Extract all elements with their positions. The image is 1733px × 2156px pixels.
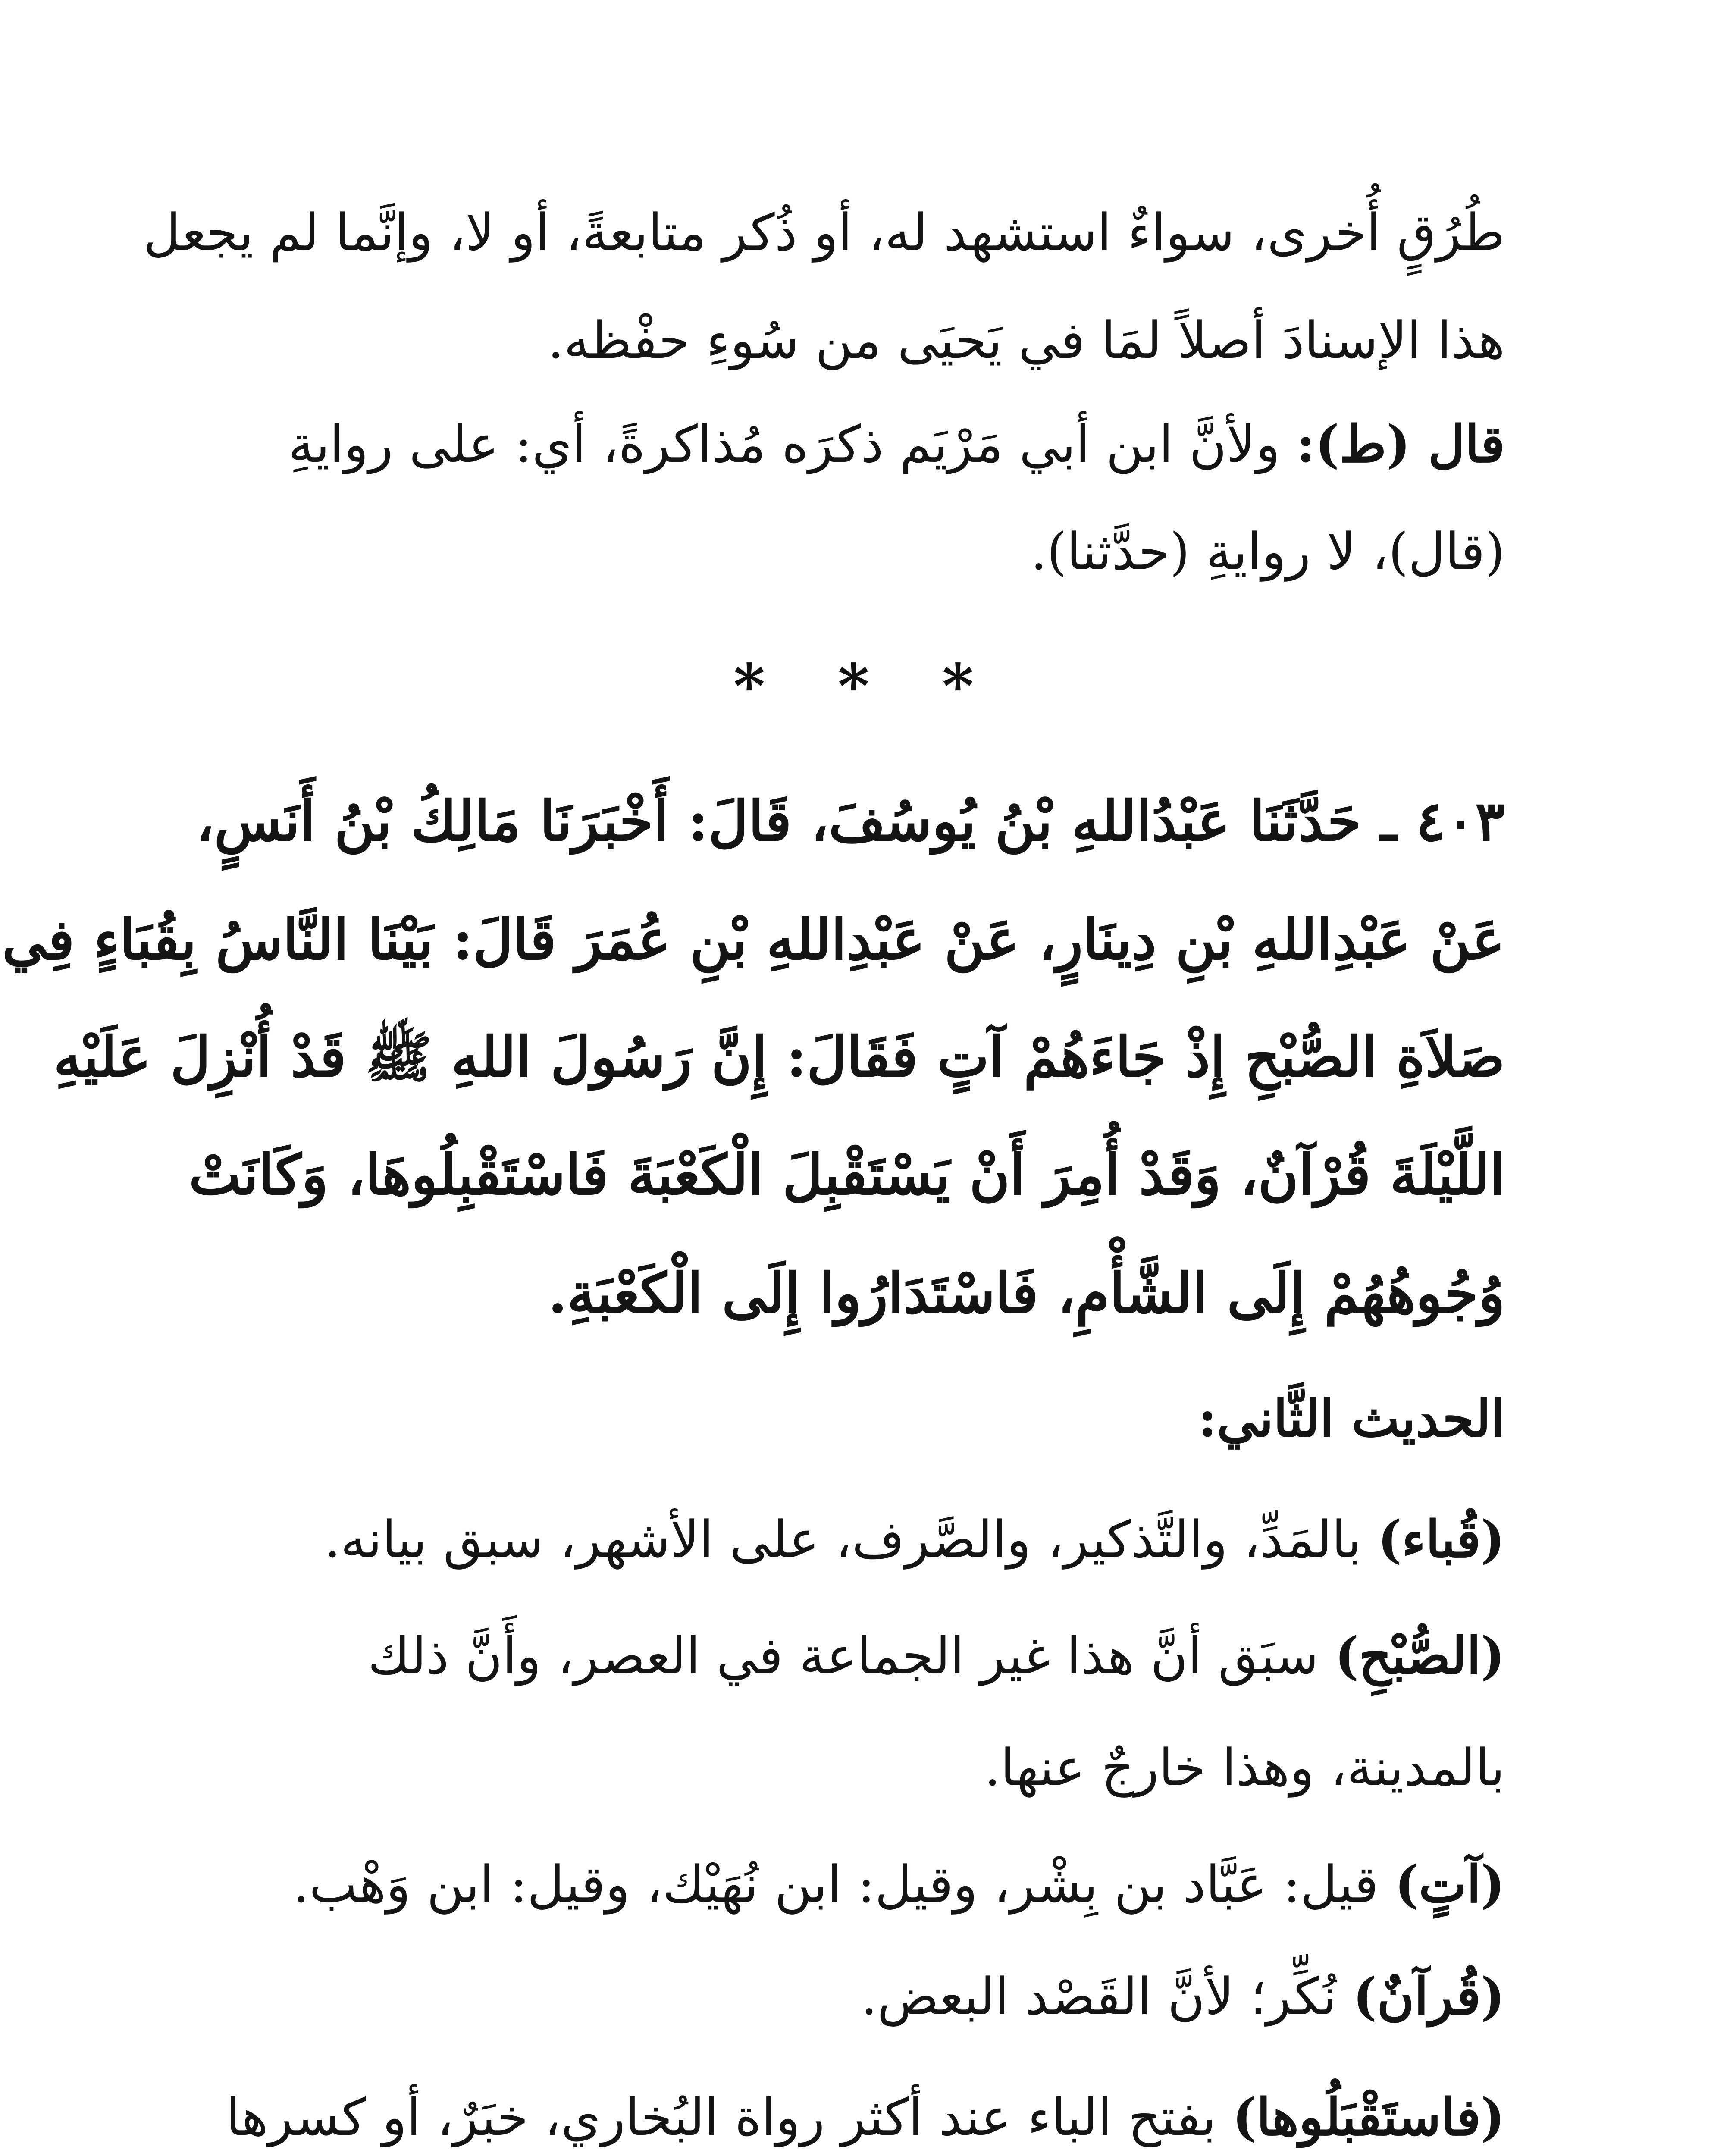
heading-text: الحديث الثَّاني: xyxy=(1198,1388,1505,1448)
term: (قُرآنٌ) xyxy=(1353,1966,1505,2026)
speaker-label: قال (ط): xyxy=(1296,414,1505,474)
text-span: قيل: عَبَّاد بن بِشْر، وقيل: ابن نُهَيْك، وقيل: ابن وَهْب. xyxy=(293,1855,1379,1914)
hadith-line-content: وُجُوهُهُمْ إِلَى الشَّأْمِ، فَاسْتَدَارُوا إِلَى الْكَعْبَةِ. xyxy=(548,1261,1505,1326)
text-line-content: هذا الإسنادَ أصلاً لمَا في يَحيَى من سُوءِ حفْظه. xyxy=(548,310,1505,370)
commentary-heading xyxy=(216,1388,1505,1448)
commentary-line xyxy=(216,1854,1505,1914)
hadith-line xyxy=(2,908,1505,972)
hadith-line-content: صَلاَةِ الصُّبْحِ إِذْ جَاءَهُمْ آتٍ فَقَالَ: إِنَّ رَسُولَ اللهِ ﷺ قَدْ أُنْزِلَ عَلَيْهِ xyxy=(53,1025,1505,1090)
commentary-line xyxy=(216,2087,1505,2147)
commentary-line xyxy=(216,1509,1505,1569)
hadith-line-content: ٤٠٣ ـ حَدَّثَنَا عَبْدُاللهِ بْنُ يُوسُفَ، قَالَ: أَخْبَرَنَا مَالِكُ بْنُ أَنَسٍ، xyxy=(196,789,1505,854)
text-line xyxy=(143,203,1505,262)
commentary-line-content xyxy=(216,1626,1505,1686)
text-line-content: طُرُقٍ أُخرى، سواءٌ استشهد له، أو ذُكر متابعةً، أو لا، وإنَّما لم يجعل xyxy=(143,203,1505,262)
text-span: نُكِّر؛ لأنَّ القَصْد البعض. xyxy=(861,1967,1337,2026)
hadith-line xyxy=(53,1024,1505,1104)
text-line xyxy=(216,414,1505,474)
text-span: سبَق أنَّ هذا غير الجماعة في العصر، وأَنَّ ذلك xyxy=(368,1626,1319,1686)
commentary-line-content xyxy=(216,1966,1505,2026)
text-span: بالمَدِّ، والتَّذكير، والصَّرف، على الأشهر، سبق بيانه. xyxy=(324,1510,1362,1569)
commentary-line-content: بالمدينة، وهذا خارجٌ عنها. xyxy=(984,1738,1505,1797)
term: (فاستَقْبَلُوها) xyxy=(1232,2087,1505,2147)
hadith-line xyxy=(196,789,1505,854)
term: (آتٍ) xyxy=(1395,1854,1505,1914)
text-line xyxy=(216,522,1505,581)
commentary-line-content xyxy=(216,2087,1505,2147)
section-divider: * * * xyxy=(733,651,1000,722)
term: (قُباء) xyxy=(1377,1509,1505,1569)
hadith-line xyxy=(216,1261,1505,1326)
commentary-line xyxy=(216,1626,1505,1686)
text-line-content: (قال)، لا روايةِ (حدَّثنا). xyxy=(1031,522,1505,581)
commentary-line-content xyxy=(216,1854,1505,1914)
text-line xyxy=(216,310,1505,370)
text-span: ولأنَّ ابن أبي مَرْيَم ذكرَه مُذاكرةً، أي: على روايةِ xyxy=(288,414,1280,474)
term: (الصُّبْحِ) xyxy=(1335,1626,1505,1686)
text-line-content xyxy=(216,414,1505,474)
hadith-line xyxy=(188,1143,1505,1207)
text-span: بفتح الباء عند أكثر رواة البُخاري، خبَرٌ، أو كسرها xyxy=(226,2087,1216,2147)
hadith-line-content: اللَّيْلَةَ قُرْآنٌ، وَقَدْ أُمِرَ أَنْ يَسْتَقْبِلَ الْكَعْبَةَ فَاسْتَقْبِلُوهَا، وَكَانَتْ xyxy=(188,1143,1505,1207)
commentary-line xyxy=(216,1738,1505,1797)
commentary-line-content xyxy=(216,1509,1505,1569)
hadith-line-content: عَنْ عَبْدِاللهِ بْنِ دِينَارٍ، عَنْ عَبْدِاللهِ بْنِ عُمَرَ قَالَ: بَيْنَا النَّاسُ بِقُبَاءٍ فِي xyxy=(2,908,1505,972)
commentary-line xyxy=(216,1966,1505,2026)
